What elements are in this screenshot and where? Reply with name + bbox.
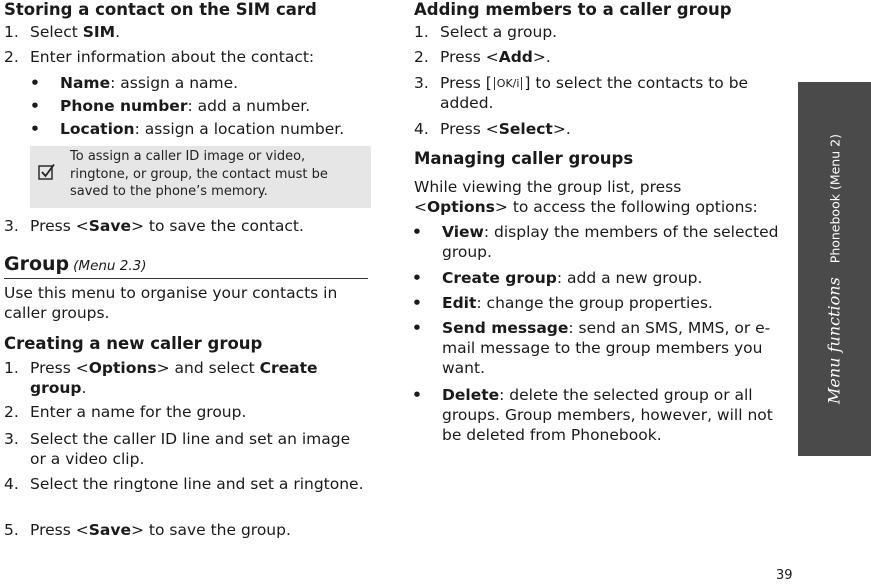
sim-bullet-location: • Location: assign a location number. (30, 120, 345, 138)
sim-bullet-phone: • Phone number: add a number. (30, 97, 311, 115)
group-intro: Use this menu to organise your contacts in caller groups. (4, 284, 338, 322)
create-heading: Creating a new caller group (4, 334, 263, 353)
sidetab-section-label: Phonebook (Menu 2) (827, 134, 843, 264)
note-text: To assign a caller ID image or video, ringtone, or group, the contact must be saved to the phone’s memory. (70, 149, 328, 199)
ok-key-icon: OK/i (494, 77, 523, 90)
managing-bullet-delete: • Delete: delete the selected group or all groups. Group members, however, will not be deleted from Phonebook. (412, 386, 773, 444)
section-divider (4, 278, 368, 279)
note-box (30, 146, 371, 208)
adding-heading: Adding members to a caller group (414, 0, 732, 19)
managing-bullet-create: • Create group: add a new group. (412, 269, 703, 287)
checkmark-icon (38, 163, 56, 181)
group-menu-number: (Menu 2.3) (73, 258, 147, 274)
sim-bullet-name: • Name: assign a name. (30, 74, 239, 92)
managing-heading: Managing caller groups (414, 149, 634, 168)
managing-bullet-view: • View: display the members of the selected group. (412, 223, 779, 261)
managing-bullet-send: • Send message: send an SMS, MMS, or e-mail message to the group members you want. (412, 319, 771, 377)
page-number: 39 (776, 568, 793, 583)
side-tab (798, 82, 871, 456)
managing-intro: While viewing the group list, press <Options> to access the following options: (414, 178, 758, 216)
managing-bullet-edit: • Edit: change the group properties. (412, 294, 713, 312)
sim-heading: Storing a contact on the SIM card (4, 0, 317, 19)
sidetab-main-label: Menu functions (824, 277, 844, 404)
group-title: Group (Menu 2.3) (4, 253, 147, 275)
